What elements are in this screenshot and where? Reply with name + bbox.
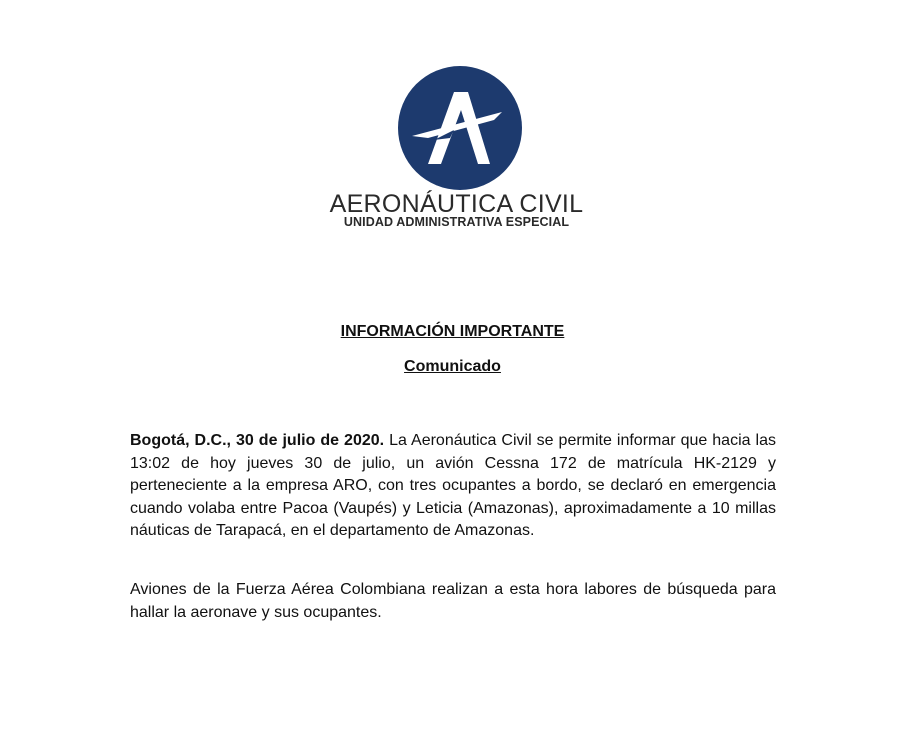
dateline: Bogotá, D.C., 30 de julio de 2020. bbox=[130, 432, 385, 449]
paragraph-1 bbox=[130, 430, 776, 543]
organization-name: AERONÁUTICA CIVIL bbox=[329, 190, 584, 218]
airplane-letter-a-logo-icon bbox=[398, 66, 522, 190]
document-subtitle: Comunicado bbox=[404, 358, 501, 375]
paragraph-1-text: La Aeronáutica Civil se permite informar que hacia las 13:02 de hoy jueves 30 de julio, un avión Cessna 172 de matrícula HK-2129 y perteneciente a la empresa ARO, con tres ocupantes a bordo, se declaró en emergencia cuando volaba entre Pacoa (Vaupés) y Leticia (Amazonas), aproximadamente a 10 millas náuticas de Tarapacá, en el departamento de Amazonas. bbox=[130, 432, 776, 539]
document-title: INFORMACIÓN IMPORTANTE bbox=[340, 323, 565, 340]
paragraph-2: Aviones de la Fuerza Aérea Colombiana realizan a esta hora labores de búsqueda para hallar la aeronave y sus ocupantes. bbox=[130, 581, 776, 621]
organization-logo bbox=[0, 0, 905, 240]
organization-subtitle: UNIDAD ADMINISTRATIVA ESPECIAL bbox=[343, 215, 570, 229]
